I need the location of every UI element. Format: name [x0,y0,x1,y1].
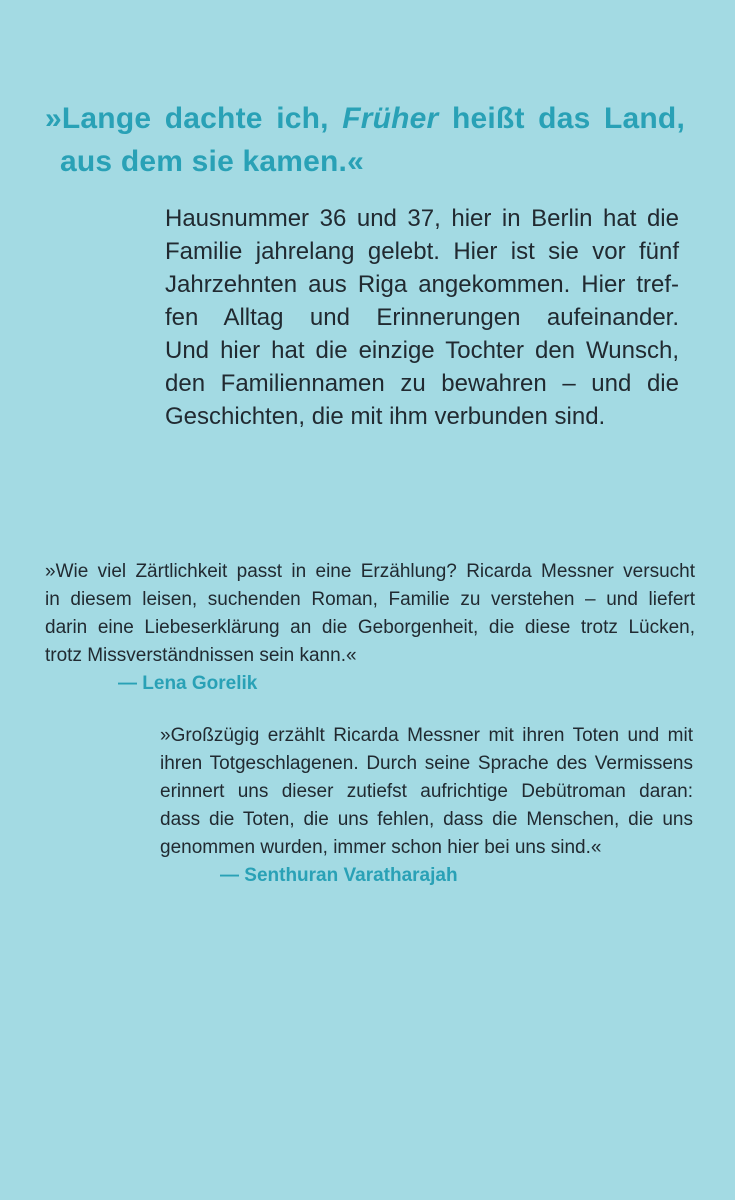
reviewer-name-2: — Senthuran Varatharajah [220,865,458,886]
text-line: fen Alltag und Erinnerungen aufeinander. [165,304,679,331]
headline-line-1 [45,97,685,140]
review-quote-2 [160,722,693,890]
text-line: Hausnummer 36 und 37, hier in Berlin hat die [165,205,679,232]
text-line: Und hier hat die einzige Tochter den Wunsch, [165,337,679,364]
headline-italic-word: Früher [342,102,439,135]
review-quote-1-text [45,558,695,670]
headline-text-post: heißt das Land, [438,102,685,135]
headline-line-2: aus dem sie kamen.« [60,145,364,178]
headline-text-pre: »Lange dachte ich, [45,102,343,135]
review-quote-2-text [160,722,693,862]
reviewer-name-1: — Lena Gorelik [118,673,258,694]
text-line: »Wie viel Zärtlichkeit passt in eine Erzählung? Ricarda Messner versucht [45,561,695,582]
text-line: den Familiennamen zu bewahren – und die [165,370,679,397]
headline-quote [45,97,685,183]
text-line: darin eine Liebeserklärung an die Geborgenheit, die diese trotz Lücken, [45,617,695,638]
text-line: Geschichten, die mit ihm verbunden sind. [165,403,606,430]
text-line: erinnert uns dieser zutiefst aufrichtige Debütroman daran: [160,781,693,802]
text-line: trotz Missverständnissen sein kann.« [45,645,357,666]
review-quote-1 [45,558,695,698]
text-line: ihren Totgeschlagenen. Durch seine Sprache des Vermissens [160,753,693,774]
text-line: Familie jahrelang gelebt. Hier ist sie vor fünf [165,238,679,265]
synopsis-paragraph [165,202,679,433]
text-line: dass die Toten, die uns fehlen, dass die Menschen, die uns [160,809,693,830]
text-line: Jahrzehnten aus Riga angekommen. Hier tref- [165,271,679,298]
text-line: »Großzügig erzählt Ricarda Messner mit ihren Toten und mit [160,725,693,746]
text-line: in diesem leisen, suchenden Roman, Familie zu verstehen – und liefert [45,589,695,610]
text-line: genommen wurden, immer schon hier bei uns sind.« [160,837,602,858]
